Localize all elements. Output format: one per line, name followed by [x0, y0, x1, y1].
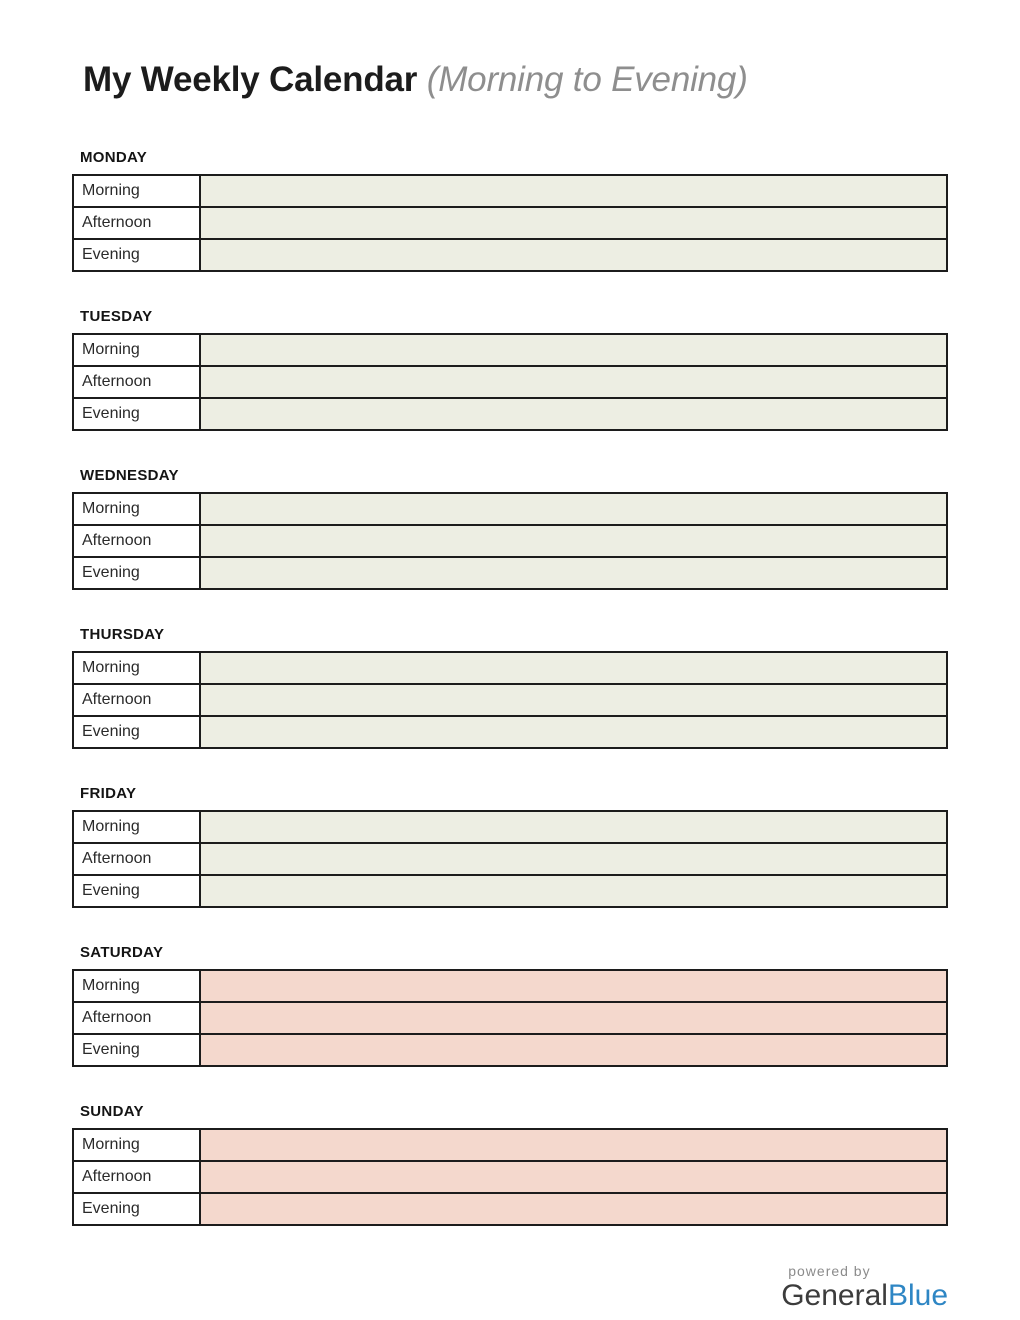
row-fill-cell [200, 366, 947, 398]
row-fill-cell [200, 1129, 947, 1161]
table-row [73, 1129, 947, 1161]
row-label-afternoon: Afternoon [73, 1161, 200, 1193]
row-fill-cell [200, 716, 947, 748]
day-section-monday [72, 150, 948, 272]
day-table [72, 174, 948, 272]
table-row [73, 398, 947, 430]
table-row [73, 334, 947, 366]
row-fill-cell [200, 1034, 947, 1066]
day-section-friday [72, 786, 948, 908]
row-fill-cell [200, 557, 947, 589]
day-section-tuesday [72, 309, 948, 431]
table-row [73, 239, 947, 271]
brand-wordmark [781, 1279, 948, 1312]
table-row [73, 525, 947, 557]
table-row [73, 875, 947, 907]
day-table [72, 492, 948, 590]
row-label-morning: Morning [73, 1129, 200, 1161]
row-label-morning: Morning [73, 334, 200, 366]
table-row [73, 207, 947, 239]
row-label-evening: Evening [73, 716, 200, 748]
row-label-evening: Evening [73, 1034, 200, 1066]
table-row [73, 175, 947, 207]
powered-by-text: powered by [788, 1263, 871, 1279]
row-label-evening: Evening [73, 557, 200, 589]
day-table [72, 969, 948, 1067]
row-fill-cell [200, 1002, 947, 1034]
day-table [72, 810, 948, 908]
row-label-afternoon: Afternoon [73, 207, 200, 239]
day-section-sunday [72, 1104, 948, 1226]
day-header: FRIDAY [80, 785, 137, 802]
row-fill-cell [200, 175, 947, 207]
row-label-morning: Morning [73, 652, 200, 684]
row-fill-cell [200, 843, 947, 875]
table-row [73, 684, 947, 716]
row-label-evening: Evening [73, 398, 200, 430]
row-label-morning: Morning [73, 175, 200, 207]
row-label-afternoon: Afternoon [73, 525, 200, 557]
brand-blue-text: Blue [887, 1279, 948, 1312]
brand-general-text: General [781, 1279, 888, 1312]
row-fill-cell [200, 652, 947, 684]
day-table [72, 333, 948, 431]
table-row [73, 366, 947, 398]
row-label-afternoon: Afternoon [73, 1002, 200, 1034]
day-header: SATURDAY [80, 944, 164, 961]
footer-logo [72, 1263, 948, 1312]
table-row [73, 652, 947, 684]
day-section-wednesday [72, 468, 948, 590]
day-header: THURSDAY [80, 626, 165, 643]
day-header: TUESDAY [80, 308, 153, 325]
day-header: SUNDAY [80, 1103, 144, 1120]
page-title [83, 58, 948, 102]
table-row [73, 493, 947, 525]
row-fill-cell [200, 525, 947, 557]
row-label-evening: Evening [73, 1193, 200, 1225]
table-row [73, 843, 947, 875]
day-header: MONDAY [80, 149, 148, 166]
title-subtitle: (Morning to Evening) [426, 60, 748, 99]
row-label-afternoon: Afternoon [73, 843, 200, 875]
table-row [73, 811, 947, 843]
row-label-evening: Evening [73, 875, 200, 907]
row-fill-cell [200, 811, 947, 843]
table-row [73, 970, 947, 1002]
row-fill-cell [200, 207, 947, 239]
table-row [73, 1002, 947, 1034]
table-row [73, 716, 947, 748]
row-label-morning: Morning [73, 970, 200, 1002]
row-label-morning: Morning [73, 811, 200, 843]
row-label-afternoon: Afternoon [73, 684, 200, 716]
day-section-saturday [72, 945, 948, 1067]
table-row [73, 1161, 947, 1193]
brand-block [781, 1263, 948, 1312]
row-fill-cell [200, 239, 947, 271]
day-section-thursday [72, 627, 948, 749]
table-row [73, 1193, 947, 1225]
day-table [72, 1128, 948, 1226]
day-table [72, 651, 948, 749]
row-fill-cell [200, 970, 947, 1002]
row-fill-cell [200, 684, 947, 716]
row-fill-cell [200, 493, 947, 525]
row-fill-cell [200, 1161, 947, 1193]
day-header: WEDNESDAY [80, 467, 179, 484]
table-row [73, 557, 947, 589]
row-label-afternoon: Afternoon [73, 366, 200, 398]
row-label-morning: Morning [73, 493, 200, 525]
row-fill-cell [200, 875, 947, 907]
title-main: My Weekly Calendar [83, 60, 418, 99]
row-fill-cell [200, 398, 947, 430]
table-row [73, 1034, 947, 1066]
row-label-evening: Evening [73, 239, 200, 271]
row-fill-cell [200, 334, 947, 366]
row-fill-cell [200, 1193, 947, 1225]
